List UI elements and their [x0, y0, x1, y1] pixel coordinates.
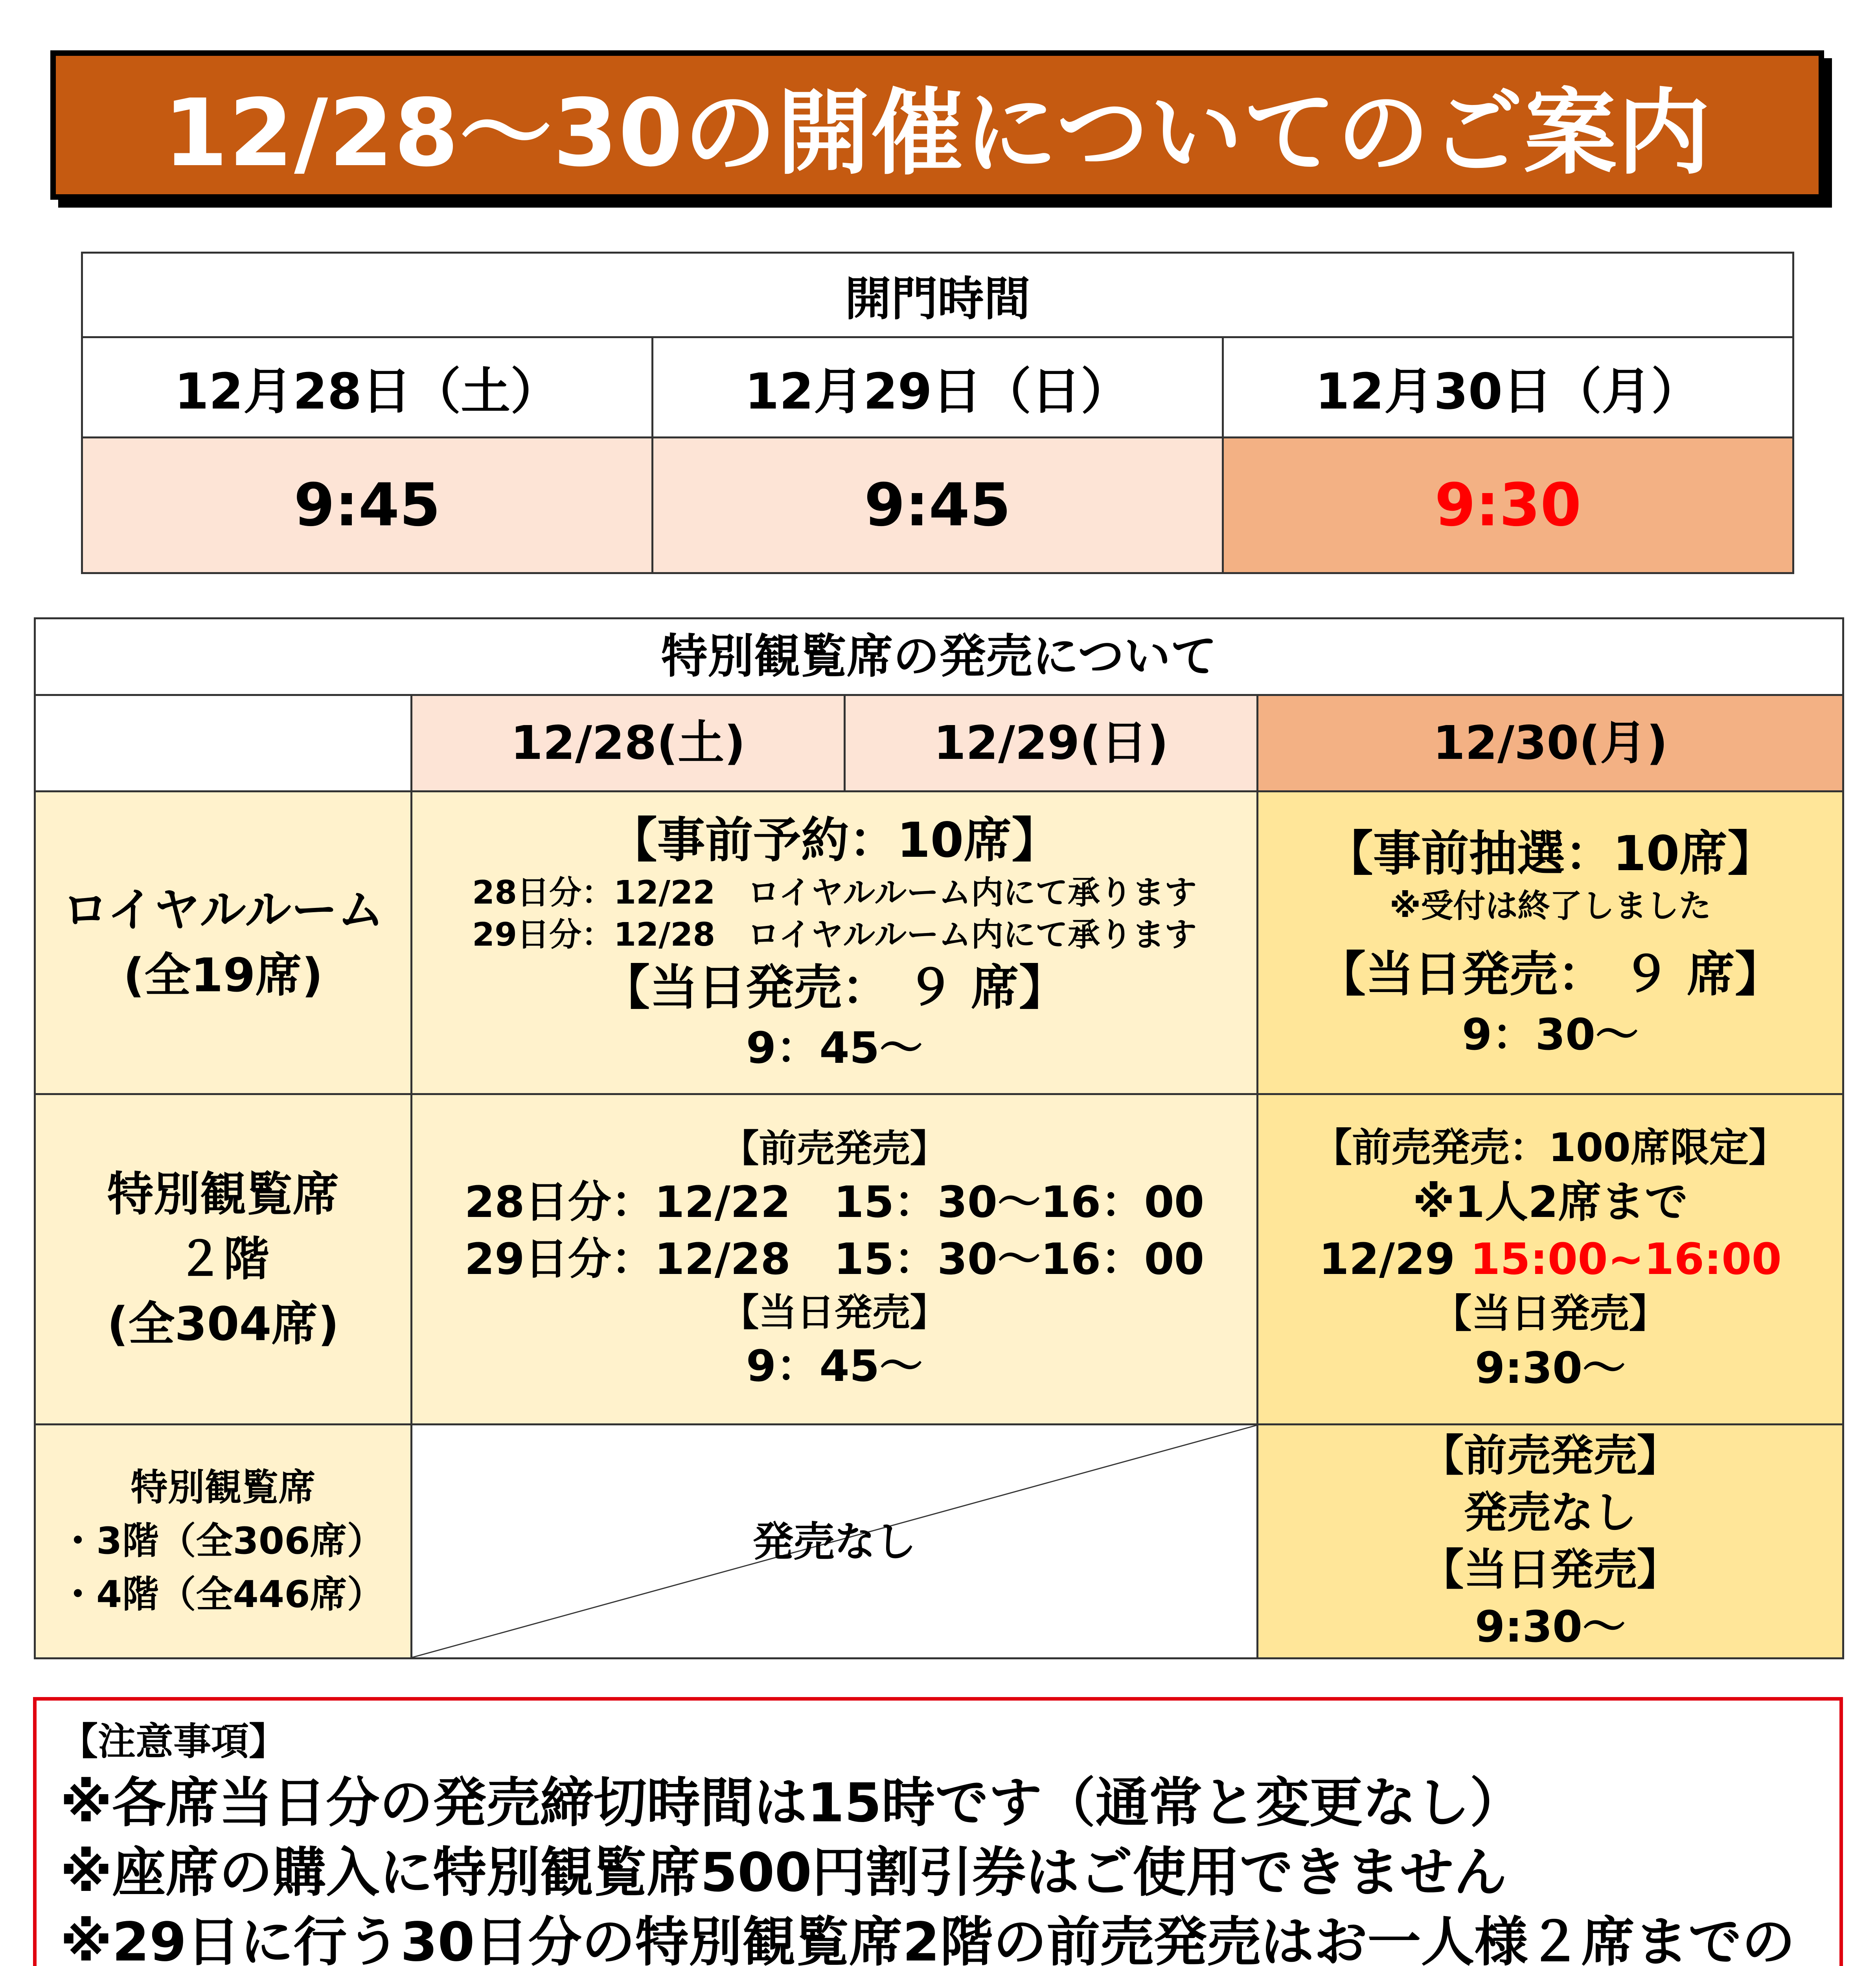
- notes-heading: 【注意事項】: [60, 1719, 287, 1764]
- gate-date-28: 12月28日（土）: [82, 337, 653, 438]
- royal-lottery: 【事前抽選：10席】: [1325, 825, 1776, 882]
- floor34-30-presale: 【前売発売】: [1420, 1430, 1680, 1481]
- floor2-30-cell: [1258, 1094, 1843, 1425]
- royal-name: ロイヤルルーム: [62, 883, 384, 937]
- sales-date-28: 12/28(土): [412, 695, 845, 792]
- royal-early-cell: [412, 792, 1258, 1094]
- gate-time-table: [81, 252, 1794, 574]
- floor34-early-cell: [412, 1425, 1258, 1659]
- notes-box: [33, 1697, 1843, 1966]
- floor2-presale: 【前売発売】: [721, 1127, 948, 1171]
- floor2-30-sameday: 【当日発売】: [1432, 1290, 1668, 1337]
- floor34-30-presale-value: 発売なし: [1464, 1487, 1637, 1538]
- note-item: ※29日に行う30日分の特別観覧席2階の前売発売はお一人様２席までの: [60, 1911, 1795, 1966]
- royal-30-cell: [1258, 792, 1843, 1094]
- floor2-sameday: 【当日発売】: [721, 1290, 948, 1335]
- row-header-floor2: [35, 1094, 412, 1425]
- row-header-floor34: [35, 1425, 412, 1659]
- royal-reserve-29: 29日分：12/28 ロイヤルルーム内にて承ります: [472, 916, 1197, 954]
- floor2-30-presale: 【前売発売：100席限定】: [1313, 1124, 1788, 1171]
- floor2-30-date-line: [1258, 1231, 1842, 1288]
- floor34-name: 特別観覧席: [131, 1466, 316, 1509]
- floor34-line1: ・3階（全306席）: [59, 1519, 384, 1563]
- gate-heading: 開門時間: [82, 253, 1793, 337]
- royal-seats: (全19席): [123, 948, 323, 1002]
- sales-table: [34, 617, 1844, 1659]
- title-banner: [50, 50, 1824, 200]
- floor34-30-cell: [1258, 1425, 1843, 1659]
- royal-30-sameday: 【当日発売： ９ 席】: [1318, 946, 1783, 1003]
- gate-time-28: 9:45: [82, 438, 653, 573]
- royal-reserve-28: 28日分：12/22 ロイヤルルーム内にて承ります: [472, 874, 1197, 912]
- floor34-line2: ・4階（全446席）: [59, 1573, 384, 1616]
- gate-time-30: 9:30: [1223, 438, 1793, 573]
- floor2-sameday-time: 9：45～: [746, 1340, 923, 1391]
- floor2-30-limit: ※1人2席まで: [1413, 1176, 1688, 1227]
- royal-reserve: 【事前予約：10席】: [609, 812, 1060, 869]
- sales-date-30: 12/30(月): [1258, 695, 1843, 792]
- gate-time-29: 9:45: [652, 438, 1223, 573]
- floor2-floor: ２階: [177, 1232, 270, 1286]
- royal-lottery-note: ※受付は終了しました: [1389, 887, 1711, 925]
- floor2-30-date: 12/29: [1319, 1233, 1470, 1284]
- floor34-30-time: 9:30～: [1475, 1602, 1626, 1652]
- page-title: 12/28～30の開催についてのご案内: [163, 79, 1711, 187]
- royal-sameday-time: 9：45～: [746, 1022, 923, 1073]
- gate-date-30: 12月30日（月）: [1223, 337, 1793, 438]
- floor2-name: 特別観覧席: [107, 1167, 339, 1221]
- royal-sameday: 【当日発売： ９ 席】: [602, 959, 1067, 1016]
- floor2-presale-29: 29日分：12/28 15：30～16：00: [464, 1233, 1205, 1284]
- row-header-royal: [35, 792, 412, 1094]
- floor34-30-sameday: 【当日発売】: [1420, 1544, 1680, 1595]
- note-item: ※各席当日分の発売締切時間は15時です（通常と変更なし）: [60, 1772, 1523, 1834]
- floor2-30-time: 9:30～: [1475, 1343, 1626, 1394]
- sales-heading: 特別観覧席の発売について: [35, 619, 1843, 695]
- floor2-presale-28: 28日分：12/22 15：30～16：00: [464, 1176, 1205, 1227]
- floor34-no-sale: 発売なし: [752, 1518, 916, 1566]
- gate-date-29: 12月29日（日）: [652, 337, 1223, 438]
- floor2-early-cell: [412, 1094, 1258, 1425]
- floor2-30-date-time: 15:00~16:00: [1470, 1233, 1782, 1284]
- sales-corner-cell: [35, 695, 412, 792]
- floor2-seats: (全304席): [107, 1297, 339, 1351]
- royal-30-time: 9：30～: [1462, 1009, 1639, 1060]
- sales-date-29: 12/29(日): [845, 695, 1258, 792]
- note-item: ※座席の購入に特別観覧席500円割引券はご使用できません: [60, 1841, 1507, 1904]
